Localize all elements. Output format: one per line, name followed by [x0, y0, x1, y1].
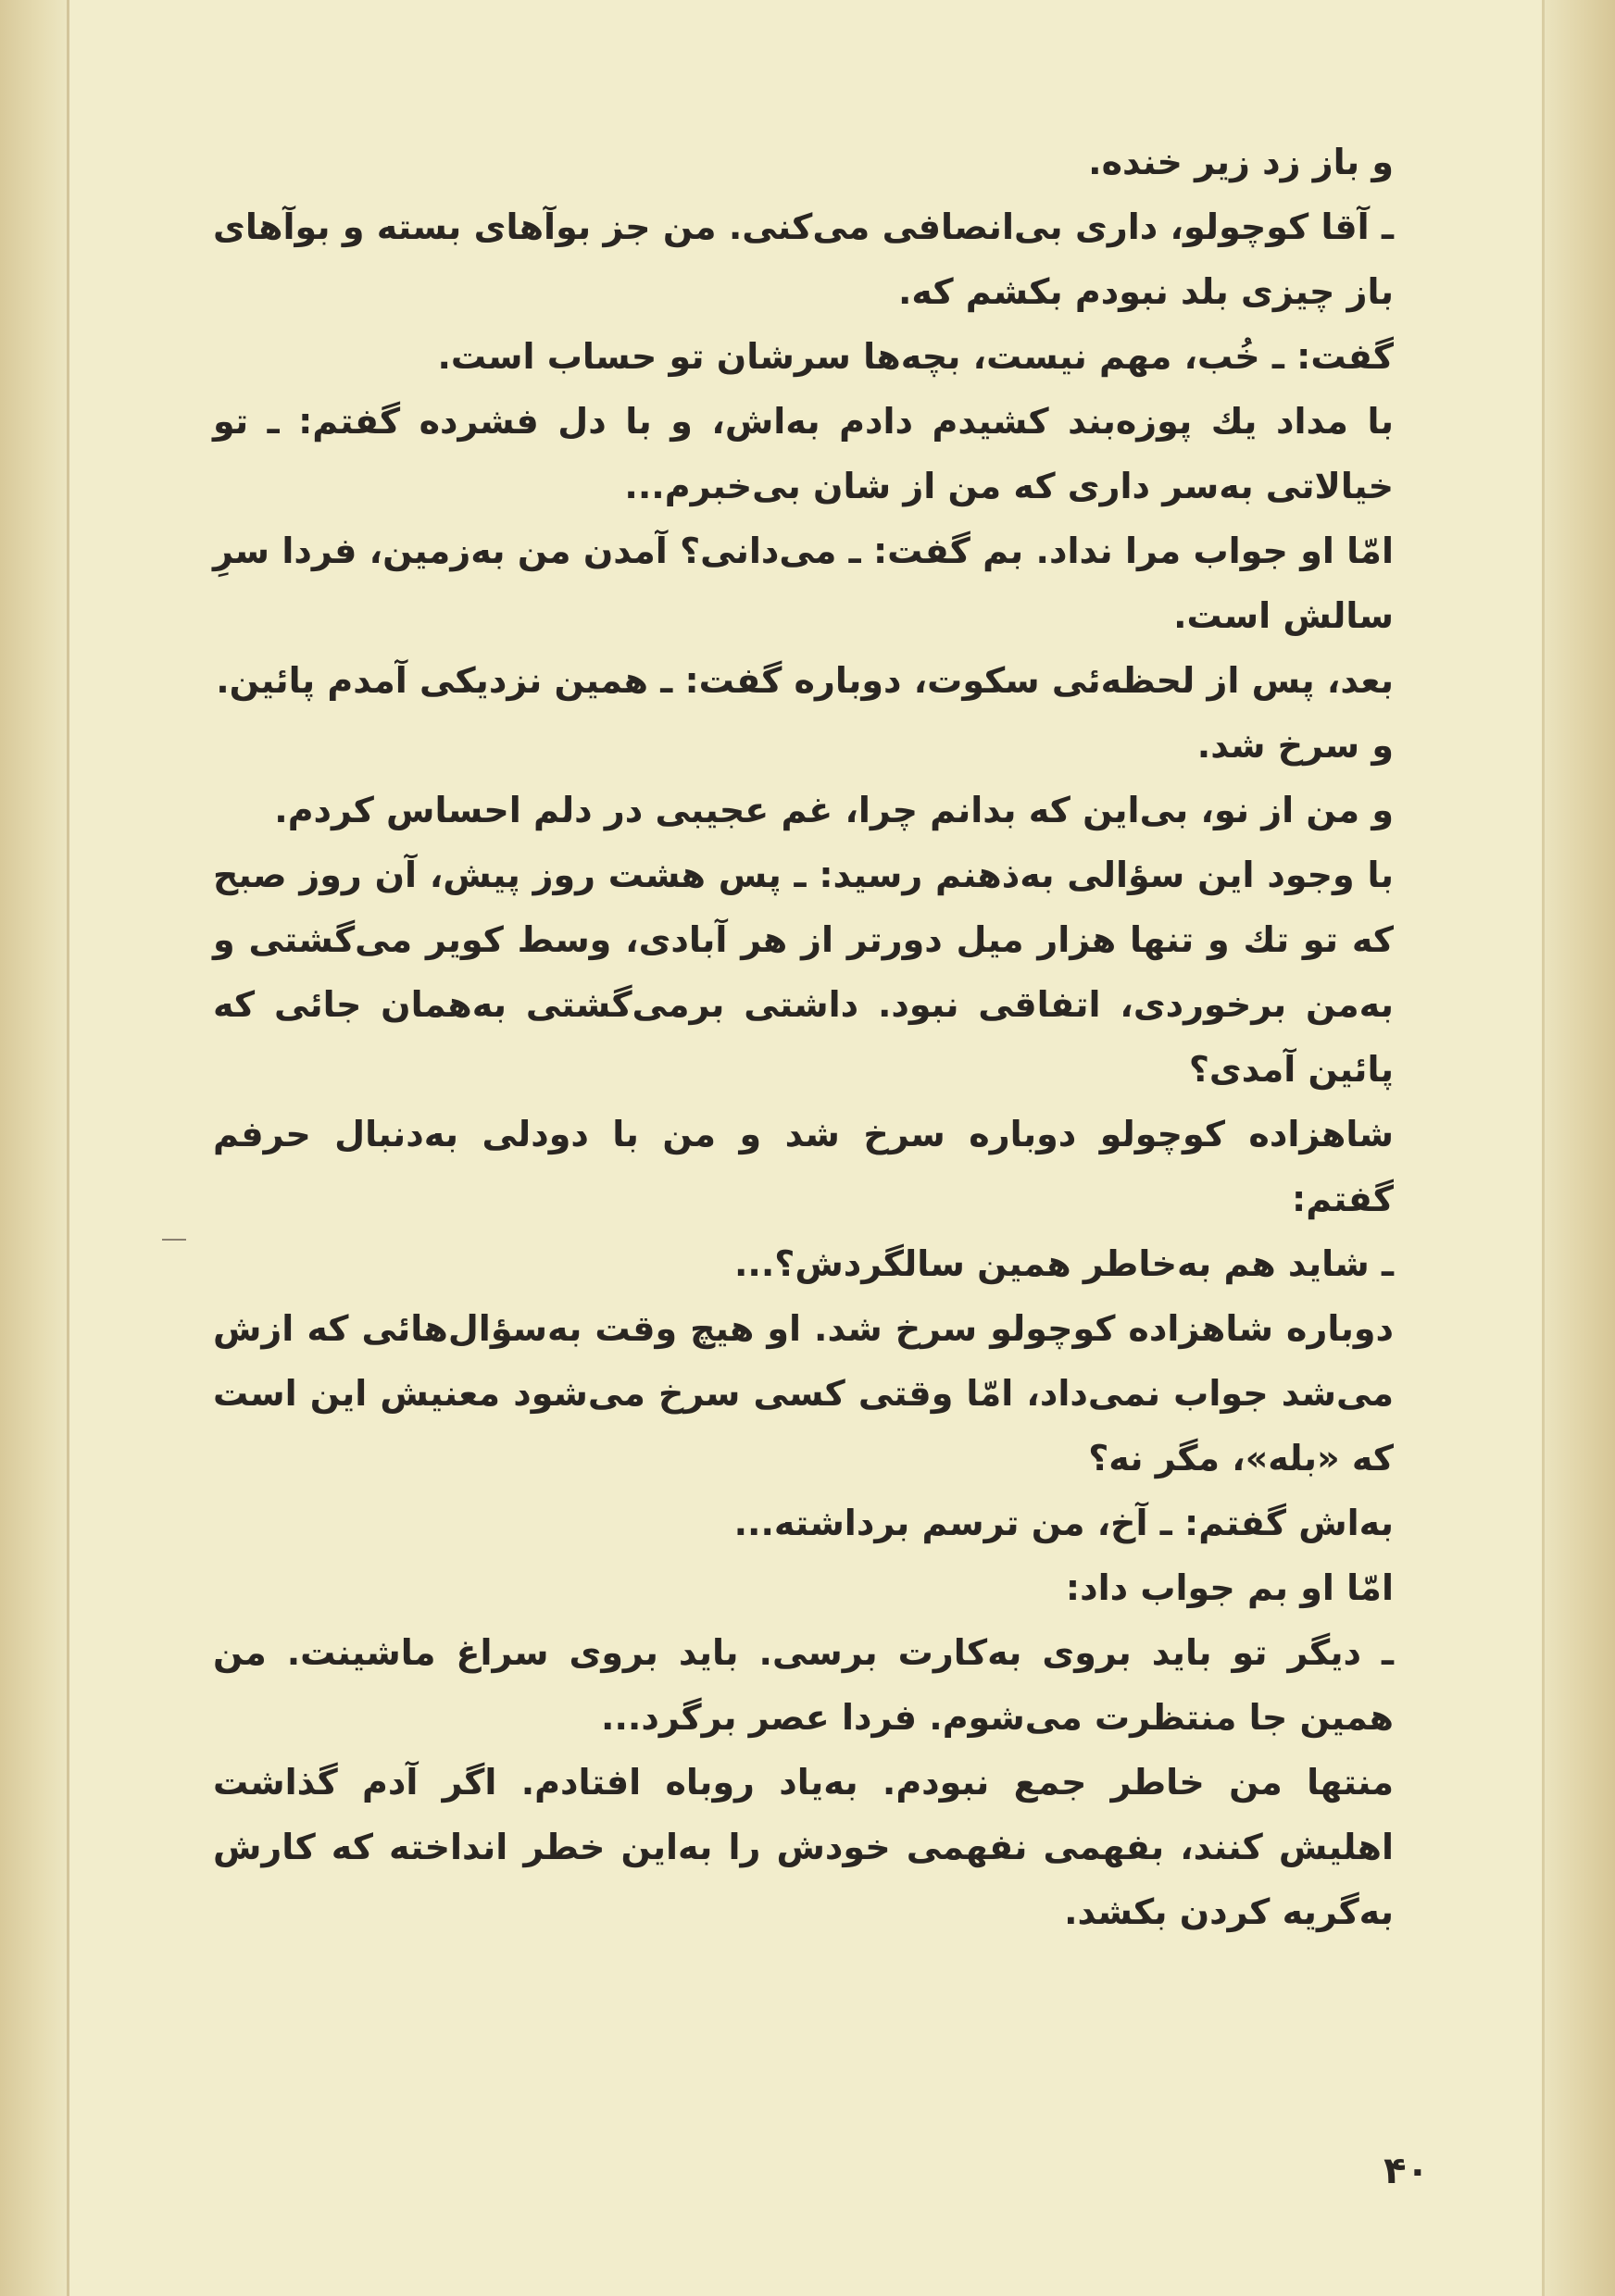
paragraph-16: منتها من خاطر جمع نبودم. به‌یاد روباه افتادم. اگر آدم گذاشت اهلیش کنند، بفهمی نفهمی خودش را به‌این خطر انداخته که کارش به‌گریه کردن بکشد.	[213, 1762, 1394, 1932]
page-number: ۴۰	[1383, 2150, 1429, 2192]
paragraph-12: دوباره شاهزاده کوچولو سرخ شد. او هیچ وقت به‌سؤال‌هائی که ازش می‌شد جواب نمی‌داد، امّا وقتی کسی سرخ می‌شود معنیش این است که «بله»، مگر نه؟	[213, 1308, 1394, 1479]
paragraph-4: با مداد یك پوزه‌بند کشیدم دادم به‌اش، و با دل فشرده گفتم: ـ تو خیالاتی به‌سر داری که من از شان بی‌خبرم...	[213, 401, 1394, 506]
paragraph-13: به‌اش گفتم: ـ آخ، من ترسم برداشته...	[733, 1503, 1394, 1543]
paragraph-3: گفت: ـ خُب، مهم نیست، بچه‌ها سرشان تو حساب است.	[437, 336, 1394, 377]
paragraph-7: و سرخ شد.	[1196, 725, 1394, 766]
scan-right-edge	[1539, 0, 1615, 2296]
scan-left-edge	[0, 0, 67, 2296]
paragraph-8: و من از نو، بی‌این که بدانم چرا، غم عجیبی در دلم احساس کردم.	[274, 790, 1394, 830]
paragraph-9: با وجود این سؤالی به‌ذهنم رسید: ـ پس هشت روز پیش، آن روز صبح که تو تك و تنها هزار میل دورتر از هر آبادی، وسط کویر می‌گشتی و به‌من برخوردی، اتفاقی نبود. داشتی برمی‌گشتی به‌همان جائی که پائین آمدی؟	[213, 855, 1394, 1090]
paragraph-10: شاهزاده کوچولو دوباره سرخ شد و من با دودلی به‌دنبال حرفم گفتم:	[213, 1114, 1394, 1219]
paragraph-14: امّا او بم جواب داد:	[1065, 1567, 1394, 1608]
margin-pencil-mark	[162, 1239, 186, 1241]
paragraph-5: امّا او جواب مرا نداد. بم گفت: ـ می‌دانی؟ آمدن من به‌زمین، فردا سرِ سالش است.	[213, 530, 1394, 636]
book-page	[67, 0, 1545, 2296]
paragraph-11: ـ شاید هم به‌خاطر همین سالگردش؟...	[734, 1243, 1394, 1284]
paragraph-2: ـ آقا کوچولو، داری بی‌انصافی می‌کنی. من جز بوآهای بسته و بوآهای باز چیزی بلد نبودم بکشم که.	[213, 206, 1394, 312]
paragraph-6: بعد، پس از لحظه‌ئی سکوت، دوباره گفت: ـ همین نزدیکی آمدم پائین.	[216, 660, 1394, 701]
paragraph-15: ـ دیگر تو باید بروی به‌کارت برسی. باید بروی سراغ ماشینت. من همین جا منتظرت می‌شوم. فردا عصر برگرد...	[213, 1632, 1394, 1738]
body-text	[213, 130, 1394, 1944]
paragraph-1: و باز زد زیر خنده.	[1088, 142, 1394, 182]
